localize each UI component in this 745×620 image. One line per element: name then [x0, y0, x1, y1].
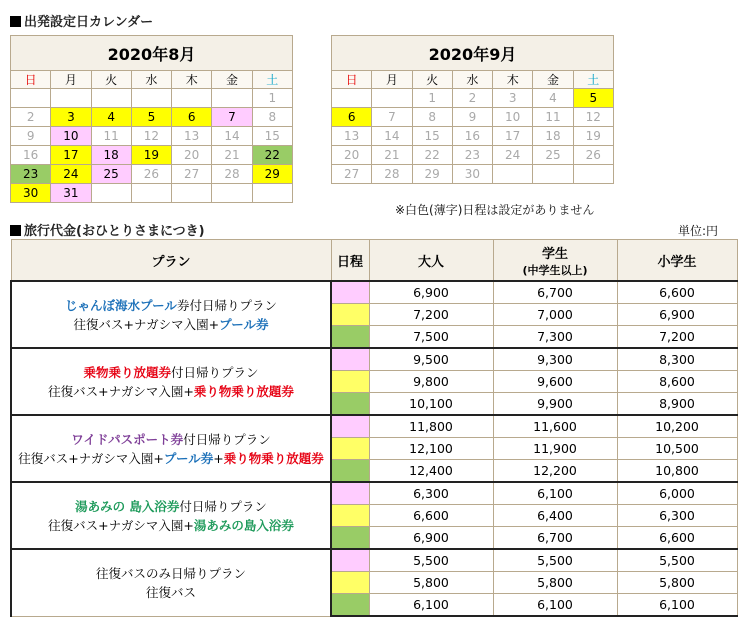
student-price: 7,300: [493, 326, 617, 349]
weekday-header: 金: [533, 71, 573, 89]
weekday-header: 火: [412, 71, 452, 89]
calendar-day: 1: [412, 89, 452, 108]
child-price: 10,200: [617, 415, 737, 438]
calendar-day: 28: [212, 165, 252, 184]
header-child: 小学生: [617, 240, 737, 282]
weekday-header: 日: [11, 71, 51, 89]
schedule-color-swatch: [331, 371, 369, 393]
calendar-day: 31: [51, 184, 91, 203]
weekday-header: 火: [91, 71, 131, 89]
student-price: 12,200: [493, 460, 617, 483]
calendar-day: 3: [493, 89, 533, 108]
schedule-color-swatch: [331, 572, 369, 594]
calendar-day: 25: [91, 165, 131, 184]
weekday-header: 木: [172, 71, 212, 89]
plan-title-line: じゃんぼ海水プール券付日帰りプラン: [65, 297, 277, 313]
calendar-day: 1: [252, 89, 292, 108]
plan-name: [11, 482, 331, 549]
calendar-day: 2: [452, 89, 492, 108]
calendar-day: 27: [172, 165, 212, 184]
calendar-day: 7: [212, 108, 252, 127]
schedule-color-swatch: [331, 505, 369, 527]
child-price: 8,900: [617, 393, 737, 416]
child-price: 6,600: [617, 281, 737, 304]
calendar-day: 28: [372, 165, 412, 184]
adult-price: 6,100: [369, 594, 493, 617]
calendar-day: 8: [412, 108, 452, 127]
student-price: 9,300: [493, 348, 617, 371]
student-price: 5,800: [493, 572, 617, 594]
student-price: 6,700: [493, 281, 617, 304]
calendar-day: 25: [533, 146, 573, 165]
calendar-day: 26: [131, 165, 171, 184]
calendar-day: 8: [252, 108, 292, 127]
plan-title-line: ワイドパスポート券付日帰りプラン: [71, 431, 271, 447]
child-price: 6,000: [617, 482, 737, 505]
child-price: 5,800: [617, 572, 737, 594]
calendar-day: 29: [412, 165, 452, 184]
plan-name: [11, 348, 331, 415]
calendar-day: 15: [412, 127, 452, 146]
calendar-day: 2: [11, 108, 51, 127]
weekday-header: 木: [493, 71, 533, 89]
square-bullet-icon: [10, 225, 21, 236]
weekday-header: 水: [452, 71, 492, 89]
calendar-day: [172, 184, 212, 203]
schedule-color-swatch: [331, 460, 369, 483]
child-price: 6,100: [617, 594, 737, 617]
calendar-day: 14: [372, 127, 412, 146]
calendar-day: 7: [372, 108, 412, 127]
schedule-color-swatch: [331, 348, 369, 371]
plan-name: [11, 549, 331, 616]
calendar-day: 6: [332, 108, 372, 127]
header-student: 学生 (中学生以上): [493, 240, 617, 282]
adult-price: 5,500: [369, 549, 493, 572]
calendar-day: 4: [91, 108, 131, 127]
calendar-day: 22: [412, 146, 452, 165]
calendar-section-title: 出発設定日カレンダー: [10, 11, 153, 30]
calendar-day: 19: [131, 146, 171, 165]
weekday-header: 土: [252, 71, 292, 89]
student-price: 6,100: [493, 594, 617, 617]
plan-name: [11, 415, 331, 482]
calendar-day: 26: [573, 146, 613, 165]
calendar-day: 4: [533, 89, 573, 108]
calendar-day: 30: [11, 184, 51, 203]
calendar-month-title: 2020年8月: [11, 36, 293, 71]
calendar-day: 13: [172, 127, 212, 146]
calendar-day: [131, 184, 171, 203]
weekday-header: 水: [131, 71, 171, 89]
schedule-color-swatch: [331, 415, 369, 438]
adult-price: 11,800: [369, 415, 493, 438]
calendar-day: 12: [573, 108, 613, 127]
adult-price: 5,800: [369, 572, 493, 594]
schedule-color-swatch: [331, 482, 369, 505]
calendar-day: [212, 184, 252, 203]
calendar-day: [51, 89, 91, 108]
child-price: 7,200: [617, 326, 737, 349]
schedule-color-swatch: [331, 438, 369, 460]
calendar-day: [212, 89, 252, 108]
calendar-day: 20: [332, 146, 372, 165]
calendar-day: 17: [51, 146, 91, 165]
calendar-day: 18: [533, 127, 573, 146]
calendar-day: 11: [533, 108, 573, 127]
child-price: 10,500: [617, 438, 737, 460]
calendar-september: [331, 35, 614, 184]
calendar-note: ※白色(薄字)日程は設定がありません: [395, 203, 595, 217]
header-plan: プラン: [11, 240, 331, 282]
weekday-header: 土: [573, 71, 613, 89]
calendar-day: 24: [51, 165, 91, 184]
calendar-day: 12: [131, 127, 171, 146]
child-price: 10,800: [617, 460, 737, 483]
plan-detail-line: 往復バス: [145, 584, 196, 600]
calendar-day: 5: [131, 108, 171, 127]
calendar-day: [91, 184, 131, 203]
adult-price: 7,200: [369, 304, 493, 326]
child-price: 6,900: [617, 304, 737, 326]
calendar-day: 30: [452, 165, 492, 184]
calendar-august: [10, 35, 293, 203]
calendar-day: [131, 89, 171, 108]
calendar-day: 23: [11, 165, 51, 184]
calendar-day: [172, 89, 212, 108]
student-price: 9,600: [493, 371, 617, 393]
student-price: 6,100: [493, 482, 617, 505]
calendar-day: 27: [332, 165, 372, 184]
price-section-title: 旅行代金(おひとりさまにつき): [10, 220, 205, 239]
adult-price: 6,900: [369, 527, 493, 550]
schedule-color-swatch: [331, 549, 369, 572]
calendar-day: 15: [252, 127, 292, 146]
plan-detail-line: 往復バス+ナガシマ入園+プール券: [73, 316, 269, 332]
price-table: [10, 239, 738, 617]
plan-title-line: 往復バスのみ日帰りプラン: [95, 565, 246, 581]
student-price: 11,600: [493, 415, 617, 438]
calendar-day: 11: [91, 127, 131, 146]
calendar-month-title: 2020年9月: [332, 36, 614, 71]
plan-name: [11, 281, 331, 348]
child-price: 6,600: [617, 527, 737, 550]
schedule-color-swatch: [331, 527, 369, 550]
child-price: 8,600: [617, 371, 737, 393]
student-price: 11,900: [493, 438, 617, 460]
calendar-day: 6: [172, 108, 212, 127]
adult-price: 6,900: [369, 281, 493, 304]
adult-price: 10,100: [369, 393, 493, 416]
square-bullet-icon: [10, 16, 21, 27]
calendar-day: 10: [493, 108, 533, 127]
calendar-day: 17: [493, 127, 533, 146]
unit-label: 単位:円: [678, 224, 719, 238]
weekday-header: 日: [332, 71, 372, 89]
adult-price: 6,300: [369, 482, 493, 505]
adult-price: 12,400: [369, 460, 493, 483]
schedule-color-swatch: [331, 304, 369, 326]
calendar-day: [11, 89, 51, 108]
header-schedule: 日程: [331, 240, 369, 282]
calendar-day: 29: [252, 165, 292, 184]
header-adult: 大人: [369, 240, 493, 282]
calendar-day: 18: [91, 146, 131, 165]
calendar-day: 14: [212, 127, 252, 146]
plan-title-line: 乗物乗り放題券付日帰りプラン: [83, 364, 259, 380]
calendar-day: 23: [452, 146, 492, 165]
calendar-day: 16: [11, 146, 51, 165]
student-price: 9,900: [493, 393, 617, 416]
calendar-day: [493, 165, 533, 184]
plan-detail-line: 往復バス+ナガシマ入園+プール券+乗り物乗り放題券: [18, 450, 324, 466]
calendar-day: [252, 184, 292, 203]
adult-price: 9,800: [369, 371, 493, 393]
weekday-header: 金: [212, 71, 252, 89]
student-price: 5,500: [493, 549, 617, 572]
student-price: 6,400: [493, 505, 617, 527]
child-price: 5,500: [617, 549, 737, 572]
schedule-color-swatch: [331, 393, 369, 416]
plan-detail-line: 往復バス+ナガシマ入園+乗り物乗り放題券: [48, 383, 294, 399]
weekday-header: 月: [51, 71, 91, 89]
adult-price: 6,600: [369, 505, 493, 527]
calendar-day: 16: [452, 127, 492, 146]
plan-title-line: 湯あみの 島入浴券付日帰りプラン: [75, 498, 267, 514]
student-price: 6,700: [493, 527, 617, 550]
schedule-color-swatch: [331, 281, 369, 304]
schedule-color-swatch: [331, 326, 369, 349]
adult-price: 12,100: [369, 438, 493, 460]
child-price: 6,300: [617, 505, 737, 527]
calendar-day: 3: [51, 108, 91, 127]
plan-detail-line: 往復バス+ナガシマ入園+湯あみの島入浴券: [48, 517, 294, 533]
student-price: 7,000: [493, 304, 617, 326]
child-price: 8,300: [617, 348, 737, 371]
calendar-day: [533, 165, 573, 184]
calendar-day: [332, 89, 372, 108]
calendar-day: 9: [11, 127, 51, 146]
calendar-day: [573, 165, 613, 184]
calendar-day: 22: [252, 146, 292, 165]
calendar-day: 13: [332, 127, 372, 146]
calendar-day: 20: [172, 146, 212, 165]
calendar-day: 5: [573, 89, 613, 108]
adult-price: 9,500: [369, 348, 493, 371]
weekday-header: 月: [372, 71, 412, 89]
calendar-day: [372, 89, 412, 108]
calendar-day: 10: [51, 127, 91, 146]
adult-price: 7,500: [369, 326, 493, 349]
calendar-day: 21: [212, 146, 252, 165]
calendar-day: 9: [452, 108, 492, 127]
schedule-color-swatch: [331, 594, 369, 617]
calendar-day: 21: [372, 146, 412, 165]
calendar-day: [91, 89, 131, 108]
calendar-day: 19: [573, 127, 613, 146]
calendar-day: 24: [493, 146, 533, 165]
